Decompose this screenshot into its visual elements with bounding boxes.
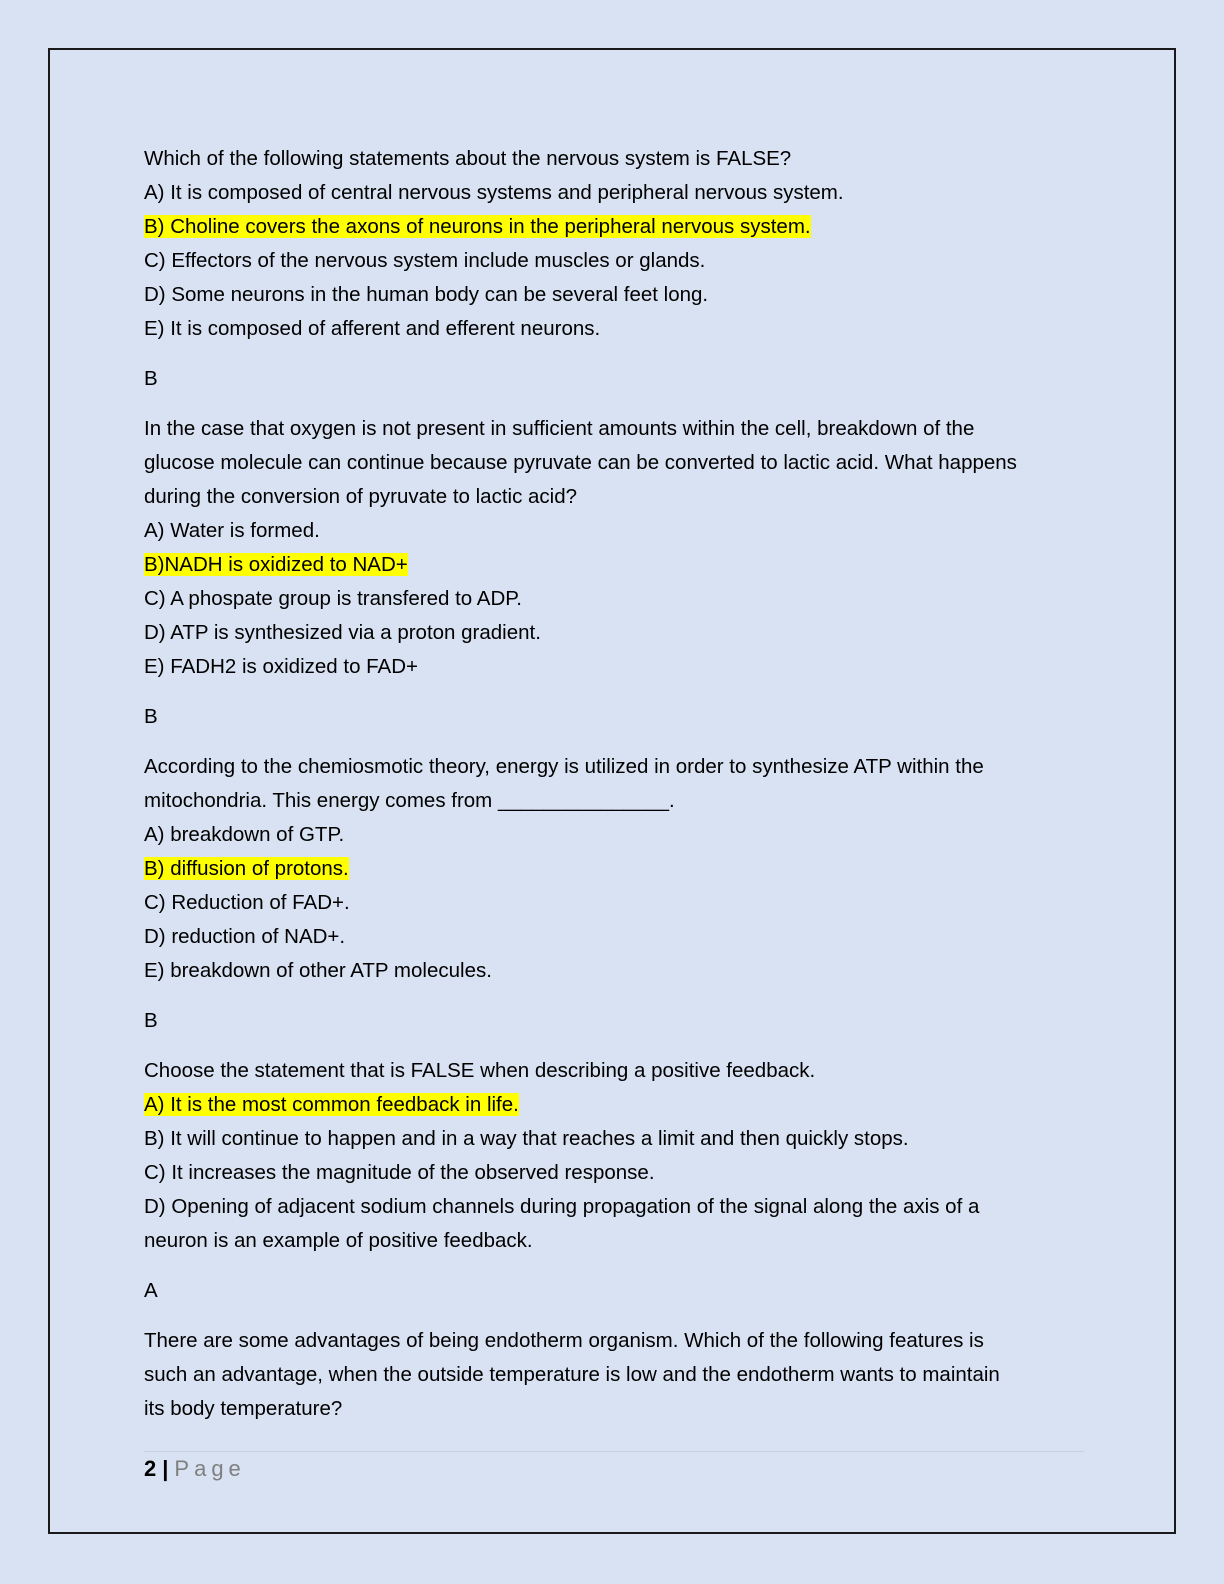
question-line bbox=[144, 1122, 1084, 1156]
line-text: C) Effectors of the nervous system include muscles or glands. bbox=[144, 249, 706, 272]
question-line bbox=[144, 616, 1084, 650]
line-text: A) Water is formed. bbox=[144, 519, 320, 542]
line-text: D) reduction of NAD+. bbox=[144, 925, 346, 948]
line-text: E) FADH2 is oxidized to FAD+ bbox=[144, 655, 419, 678]
document-body bbox=[144, 142, 1084, 1426]
line-text: In the case that oxygen is not present in sufficient amounts within the cell, breakdown of the bbox=[144, 417, 975, 440]
footer-rule bbox=[144, 1451, 1084, 1452]
line-text: E) breakdown of other ATP molecules. bbox=[144, 959, 492, 982]
question-text bbox=[144, 750, 1084, 784]
question-line bbox=[144, 278, 1084, 312]
question-line bbox=[144, 920, 1084, 954]
line-text: Which of the following statements about the nervous system is FALSE? bbox=[144, 147, 792, 170]
question-line bbox=[144, 886, 1084, 920]
answer-key: B bbox=[144, 367, 158, 390]
question-line bbox=[144, 1392, 1084, 1426]
question-text bbox=[144, 412, 1084, 446]
question-line bbox=[144, 176, 1084, 210]
line-text: mitochondria. This energy comes from _______________. bbox=[144, 789, 675, 812]
question-line bbox=[144, 1156, 1084, 1190]
line-text: its body temperature? bbox=[144, 1397, 343, 1420]
question-line bbox=[144, 818, 1084, 852]
question-block bbox=[144, 412, 1084, 734]
page-footer bbox=[144, 1454, 246, 1484]
line-text: glucose molecule can continue because pyruvate can be converted to lactic acid. What happens bbox=[144, 451, 1017, 474]
question-line bbox=[144, 446, 1084, 480]
question-line bbox=[144, 582, 1084, 616]
question-line bbox=[144, 1224, 1084, 1258]
line-text: D) ATP is synthesized via a proton gradient. bbox=[144, 621, 541, 644]
line-text: C) It increases the magnitude of the observed response. bbox=[144, 1161, 655, 1184]
line-text: There are some advantages of being endotherm organism. Which of the following features is bbox=[144, 1329, 984, 1352]
question-line bbox=[144, 784, 1084, 818]
question-block bbox=[144, 1324, 1084, 1426]
line-text: A) breakdown of GTP. bbox=[144, 823, 345, 846]
question-line bbox=[144, 650, 1084, 684]
page-label: Page bbox=[174, 1456, 246, 1481]
line-text: According to the chemiosmotic theory, energy is utilized in order to synthesize ATP within the bbox=[144, 755, 984, 778]
answer-key: A bbox=[144, 1279, 158, 1302]
question-line bbox=[144, 1088, 1084, 1122]
question-text bbox=[144, 1324, 1084, 1358]
line-text: D) Opening of adjacent sodium channels during propagation of the signal along the axis of a bbox=[144, 1195, 980, 1218]
line-text: D) Some neurons in the human body can be several feet long. bbox=[144, 283, 709, 306]
answer-key: B bbox=[144, 705, 158, 728]
highlighted-option: B)NADH is oxidized to NAD+ bbox=[144, 553, 408, 576]
footer-separator: | bbox=[162, 1456, 169, 1481]
question-block bbox=[144, 1054, 1084, 1308]
line-text: E) It is composed of afferent and efferent neurons. bbox=[144, 317, 601, 340]
line-text: Choose the statement that is FALSE when describing a positive feedback. bbox=[144, 1059, 816, 1082]
question-text bbox=[144, 142, 1084, 176]
question-text bbox=[144, 1054, 1084, 1088]
question-line bbox=[144, 312, 1084, 346]
line-text: C) A phospate group is transfered to ADP. bbox=[144, 587, 522, 610]
question-line bbox=[144, 954, 1084, 988]
question-line bbox=[144, 548, 1084, 582]
question-line bbox=[144, 1358, 1084, 1392]
highlighted-option: B) Choline covers the axons of neurons in the peripheral nervous system. bbox=[144, 215, 811, 238]
question-line bbox=[144, 852, 1084, 886]
line-text: B) It will continue to happen and in a way that reaches a limit and then quickly stops. bbox=[144, 1127, 909, 1150]
page-number: 2 bbox=[144, 1456, 157, 1481]
question-line bbox=[144, 244, 1084, 278]
highlighted-option: B) diffusion of protons. bbox=[144, 857, 349, 880]
question-line bbox=[144, 480, 1084, 514]
answer-key: B bbox=[144, 1009, 158, 1032]
highlighted-option: A) It is the most common feedback in life. bbox=[144, 1093, 519, 1116]
question-line bbox=[144, 1190, 1084, 1224]
line-text: during the conversion of pyruvate to lactic acid? bbox=[144, 485, 578, 508]
line-text: neuron is an example of positive feedback. bbox=[144, 1229, 533, 1252]
question-line bbox=[144, 514, 1084, 548]
question-line bbox=[144, 210, 1084, 244]
line-text: C) Reduction of FAD+. bbox=[144, 891, 350, 914]
line-text: such an advantage, when the outside temperature is low and the endotherm wants to maintain bbox=[144, 1363, 1000, 1386]
question-block bbox=[144, 750, 1084, 1038]
question-block bbox=[144, 142, 1084, 396]
line-text: A) It is composed of central nervous systems and peripheral nervous system. bbox=[144, 181, 844, 204]
